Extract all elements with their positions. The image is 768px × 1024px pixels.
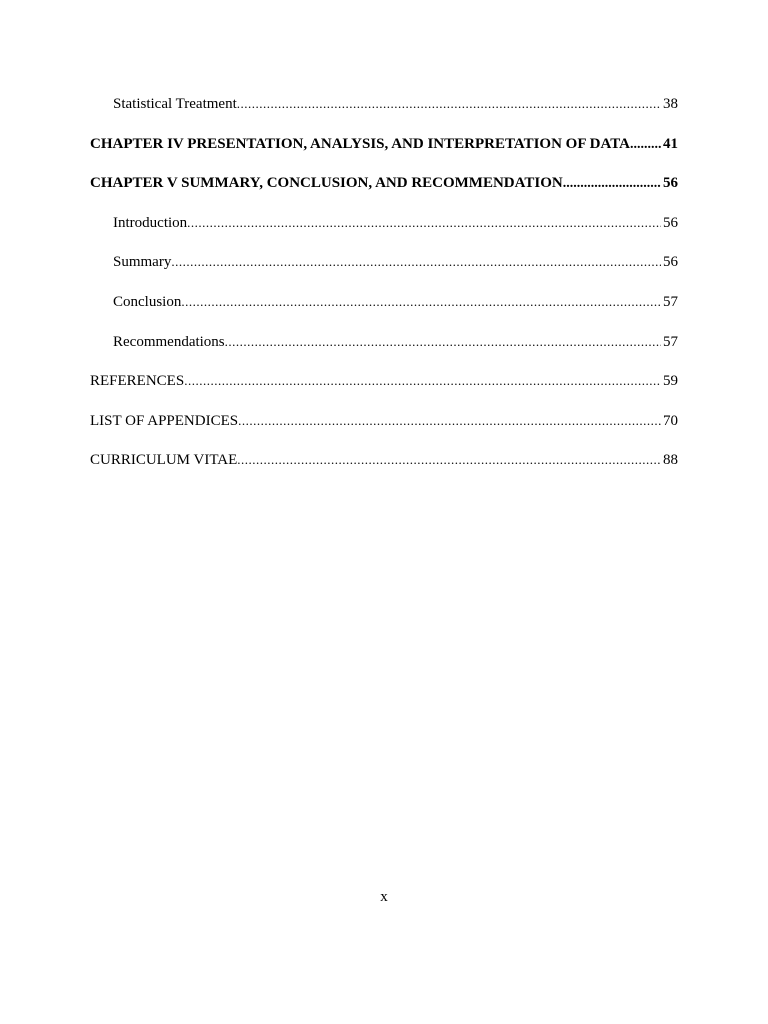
toc-entry-summary	[90, 252, 678, 272]
toc-dot-leader	[184, 371, 661, 391]
toc-entry-recommendations	[90, 332, 678, 352]
toc-entry-chapter-v	[90, 173, 678, 193]
toc-dot-leader	[225, 332, 661, 352]
toc-entry-curriculum-vitae	[90, 450, 678, 470]
toc-entry-title: REFERENCES	[90, 373, 185, 390]
toc-entry-page: 41	[663, 135, 678, 152]
toc-entry-page: 57	[663, 333, 678, 350]
toc-entry-title: Summary	[113, 254, 172, 271]
toc-entry-title: Introduction	[113, 214, 188, 231]
toc-entry-chapter-iv	[90, 134, 678, 154]
toc-entry-page: 59	[663, 373, 678, 390]
toc-entry-statistical-treatment	[90, 94, 678, 114]
toc-dot-leader	[238, 411, 661, 431]
toc-entry-conclusion	[90, 292, 678, 312]
toc-entry-page: 56	[663, 175, 678, 192]
toc-entry-title: CURRICULUM VITAE	[90, 452, 238, 469]
toc-entry-title: Statistical Treatment	[113, 96, 237, 112]
toc-dot-leader	[237, 450, 661, 470]
toc-dot-leader	[187, 213, 661, 233]
page-number: x	[380, 889, 388, 905]
toc-entry-list-of-appendices	[90, 411, 678, 431]
toc-entry-title: CHAPTER IV PRESENTATION, ANALYSIS, AND INTERPRETATION OF DATA	[90, 135, 630, 152]
toc-entry-references	[90, 371, 678, 391]
toc-entry-page: 57	[663, 293, 678, 310]
toc-dot-leader	[237, 94, 661, 114]
toc-entry-page: 56	[663, 254, 678, 271]
toc-entry-title: Recommendations	[113, 333, 225, 350]
table-of-contents	[90, 94, 678, 490]
toc-dot-leader	[630, 135, 661, 155]
toc-entry-page: 56	[663, 214, 678, 231]
toc-entry-title: Conclusion	[113, 293, 182, 310]
toc-entry-page: 38	[663, 96, 678, 112]
toc-dot-leader	[171, 252, 661, 272]
toc-entry-page: 70	[663, 412, 678, 429]
toc-entry-page: 88	[663, 452, 678, 469]
toc-dot-leader	[563, 174, 661, 194]
toc-entry-title: LIST OF APPENDICES	[90, 412, 239, 429]
toc-dot-leader	[181, 292, 661, 312]
toc-entry-introduction	[90, 213, 678, 233]
toc-entry-title: CHAPTER V SUMMARY, CONCLUSION, AND RECOMMENDATION	[90, 175, 563, 192]
